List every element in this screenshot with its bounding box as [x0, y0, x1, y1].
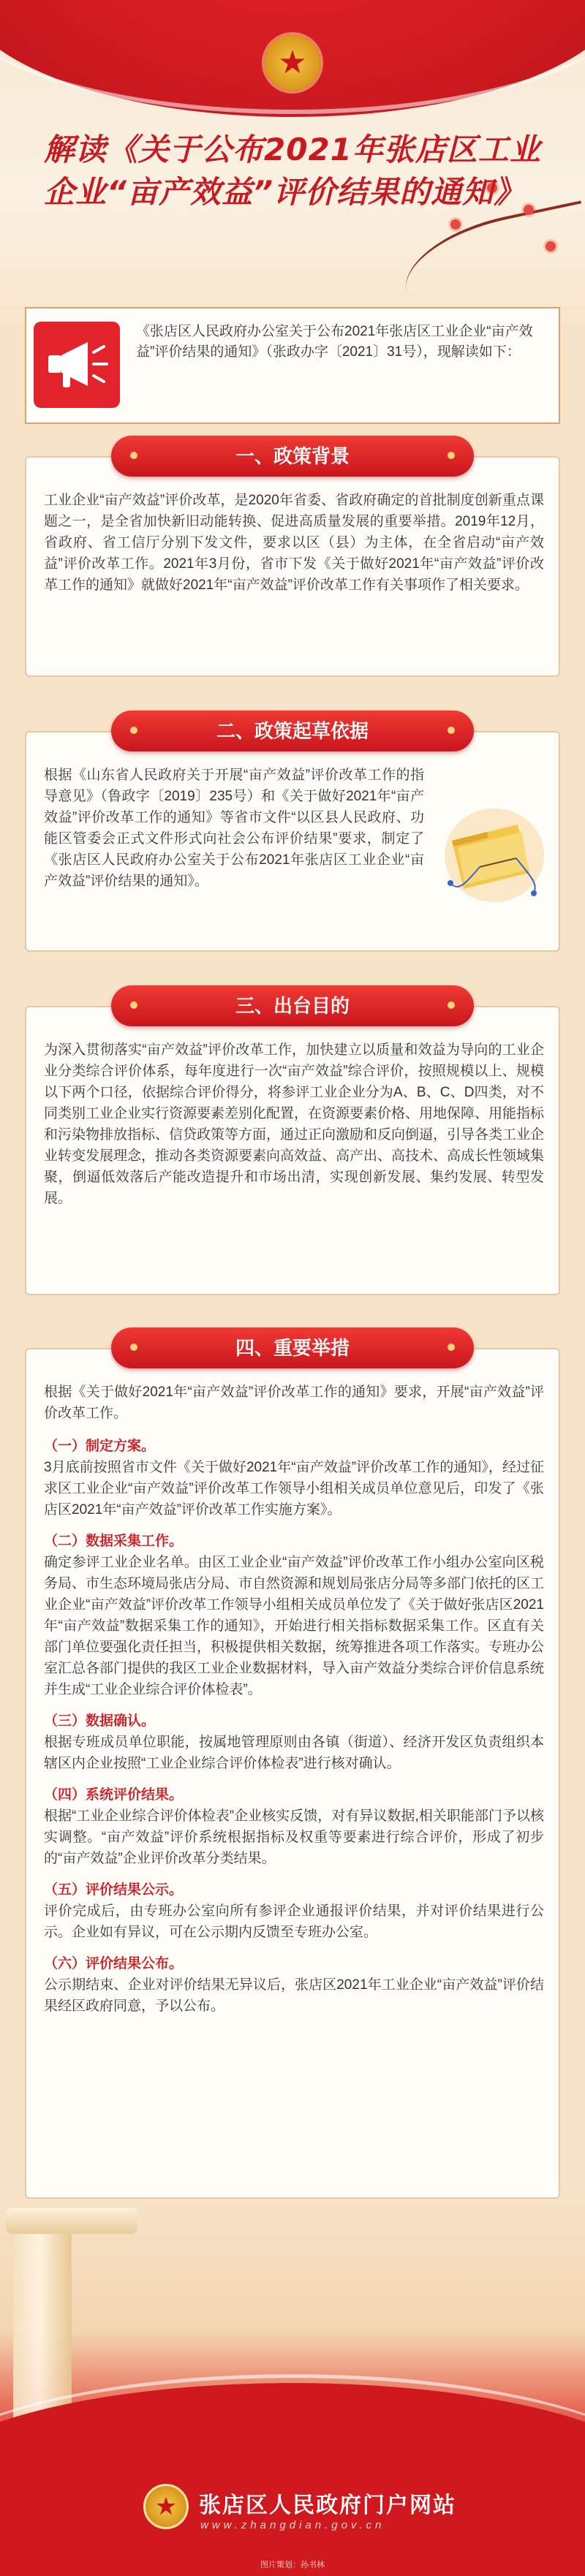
measure-title: （二）数据采集工作。 — [44, 1534, 184, 1549]
footer-wave-line — [0, 2374, 585, 2576]
section-box — [25, 456, 560, 677]
megaphone-icon — [34, 322, 120, 408]
measure-item — [44, 1879, 544, 1943]
intro-text: 《张店区人民政府办公室关于公布2021年张店区工业企业“亩产效益”评价结果的通知》（张政办字〔2021〕31号），现解读如下： — [136, 324, 533, 360]
measure-title: （三）数据确认。 — [44, 1713, 156, 1729]
section-heading: 四、重要举措 — [111, 1327, 474, 1368]
section-measures — [25, 1327, 560, 2197]
measure-body: 根据“工业企业综合评价体检表”企业核实反馈，对有异议数据,相关职能部门予以核实调整。“亩产效益”评价系统根据指标及权重等要素进行综合评价，形成了初步的“亩产效益”企业评价改革分类结果。 — [44, 1808, 544, 1866]
section-box — [25, 1006, 560, 1295]
section-heading: 二、政策起草依据 — [111, 711, 474, 751]
measure-body: 评价完成后，由专班办公室向所有参评企业通报评价结果，并对评价结果进行公示。企业如有异议，可在公示期内反馈至专班办公室。 — [44, 1903, 544, 1940]
plum-branch-decoration — [395, 200, 585, 322]
section-background — [25, 436, 560, 677]
measure-body: 公示期结束、企业对评价结果无异议后，张店区2021年工业企业“亩产效益”评价结果经区政府同意，予以公布。 — [44, 1977, 544, 2014]
header-banner — [0, 0, 585, 322]
section-box — [25, 731, 560, 952]
page-title: 解读《关于公布2021年张店区工业企业“亩产效益”评价结果的通知》 — [44, 132, 541, 210]
section-heading: 三、出台目的 — [111, 985, 474, 1026]
pillar-cap — [6, 2208, 137, 2234]
measures-list — [44, 1382, 544, 2027]
measure-title: （六）评价结果公布。 — [44, 1956, 184, 1971]
section-body: 根据《山东省人民政府关于开展“亩产效益”评价改革工作的指导意见》（鲁政字〔2019〕235号）和《关于做好2021年“亩产效益”评价改革工作的通知》等省市文件“以区县人民政府、功能区管委会正式文件形式向社会公布评价结果”要求，制定了《张店区人民政府办公室关于公布2021年张店区工业企业“亩产效益”评价结果的通知》。 — [44, 768, 424, 889]
intro-card — [25, 307, 560, 424]
measure-item — [44, 1436, 544, 1520]
measure-item — [44, 1711, 544, 1774]
credit-text: 图片策划：孙书林 — [260, 2561, 325, 2569]
section-box — [25, 1348, 560, 2199]
section-heading: 一、政策背景 — [111, 436, 474, 477]
section-basis — [25, 711, 560, 952]
measure-body: 确定参评工业企业名单。由区工业企业“亩产效益”评价改革工作小组办公室向区税务局、市生态环境局张店分局、市自然资源和规划局张店分局等多部门依托的区工业企业“亩产效益”评价改革工作领导小组相关成员单位发了《关于做好张店区2021年“亩产效益”数据采集工作的通知》，开始进行相关指标数据采集工作。区直有关部门单位要强化责任担当，积极提供相关数据，统筹推进各项工作落实。专班办公室汇总各部门提供的我区工业企业数据材料，导入亩产效益分类综合评价信息系统并生成“工业企业综合评价体检表”。 — [44, 1555, 545, 1697]
site-url[interactable]: www.zhangdian.gov.cn — [200, 2519, 385, 2531]
plum-blossom — [546, 241, 556, 251]
footer — [0, 2200, 585, 2576]
measure-item — [44, 1784, 544, 1869]
plum-blossom — [450, 219, 461, 230]
measure-title: （五）评价结果公示。 — [44, 1882, 184, 1898]
measure-item — [44, 1953, 544, 2017]
measure-body: 根据专班成员单位职能，按属地管理原则由各镇（街道）、经济开发区负责组织本辖区内企业按照“工业企业综合评价体检表”进行核对确认。 — [44, 1735, 544, 1771]
measure-body: 3月底前按照省市文件《关于做好2021年“亩产效益”评价改革工作的通知》，经过征求区工业企业“亩产效益”评价改革工作领导小组相关成员单位意见后，印发了《张店区2021年“亩产效益”评价改革工作实施方案》。 — [44, 1460, 544, 1518]
folder-icon — [436, 797, 546, 906]
measure-title: （一）制定方案。 — [44, 1439, 156, 1454]
emblem-icon: ★ — [265, 35, 320, 91]
section-purpose — [25, 985, 560, 1292]
measure-title: （四）系统评价结果。 — [44, 1787, 184, 1803]
measure-item — [44, 1531, 544, 1700]
section-body: 为深入贯彻落实“亩产效益”评价改革工作，加快建立以质量和效益为导向的工业企业分类综合评价体系，每年度进行一次“亩产效益”综合评价，按照规模以上、规模以下两个口径，依据综合评价得分，将参评工业企业分为A、B、C、D四类，对不同类别工业企业实行资源要素差别化配置，在资源要素价格、用地保障、用能指标和污染物排放指标、信贷政策等方面，通过正向激励和反向倒逼，引导各类工业企业转变发展理念，推动各类资源要素向高效益、高产出、高技术、高成长性领域集聚，倒逼低效落后产能改造提升和市场出清，实现创新发展、集约发展、转型发展。 — [44, 1042, 545, 1206]
section-body: 工业企业“亩产效益”评价改革，是2020年省委、省政府确定的首批制度创新重点课题之一，是全省加快新旧动能转换、促进高质量发展的重要举措。2019年12月，省政府、省工信厅分别下发文件，要求以区（县）为主体，在全省启动“亩产效益”评价改革工作。2021年3月份，省市下发《关于做好2021年“亩产效益”评价改革工作的通知》就做好2021年“亩产效益”评价改革工作有关事项作了相关要求。 — [44, 493, 544, 593]
section-lead: 根据《关于做好2021年“亩产效益”评价改革工作的通知》要求，开展“亩产效益”评价改革工作。 — [44, 1384, 545, 1421]
emblem-icon: ★ — [143, 2484, 189, 2529]
site-name[interactable]: 张店区人民政府门户网站 — [199, 2493, 456, 2518]
